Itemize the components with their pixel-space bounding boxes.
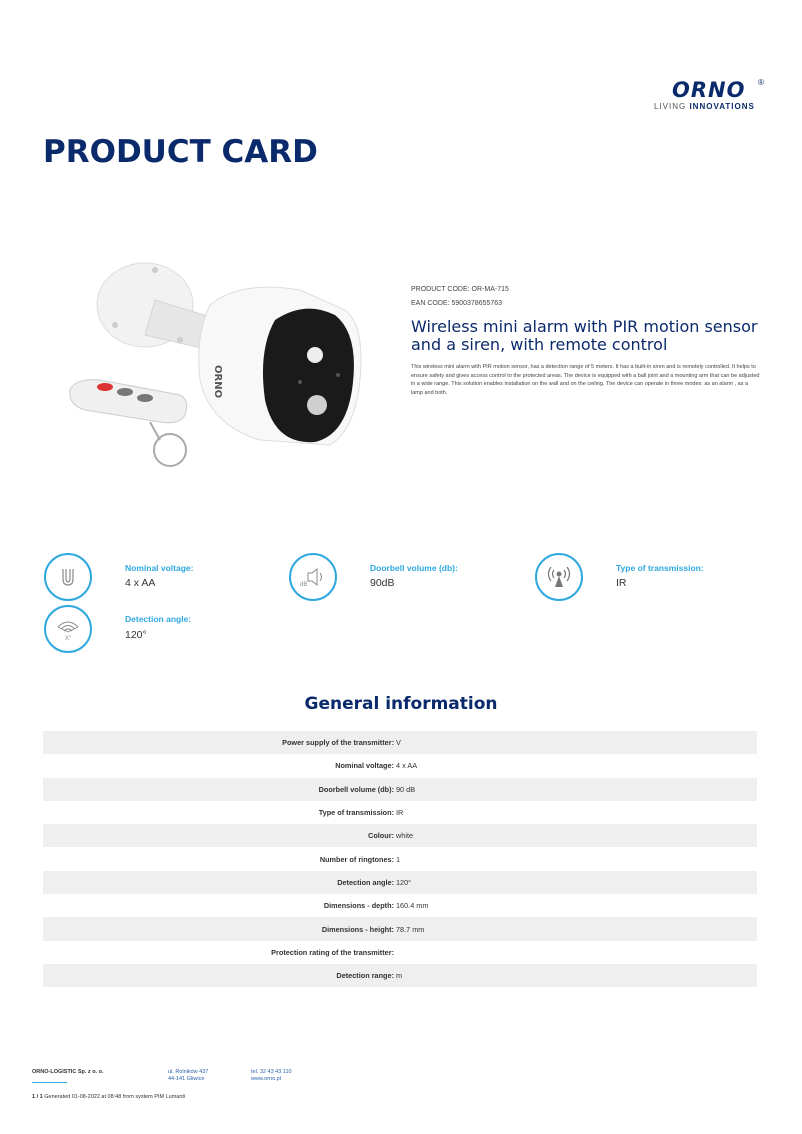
general-information-title: General information [304,694,498,714]
table-row: Type of transmission: IR [318,808,404,818]
footer-generated-note: 1 / 1 Generated 01-08-2022 at 08:48 from system PIM Lumanti [32,1094,186,1100]
feature-label: Doorbell volume (db): [370,563,458,573]
svg-text:X°: X° [65,636,72,641]
product-code: PRODUCT CODE: OR-MA-715 [411,286,509,293]
product-name: Wireless mini alarm with PIR motion sensor and a siren, with remote control [411,317,758,354]
table-row: Doorbell volume (db): 90 dB [43,778,757,801]
feature-label: Type of transmission: [616,563,704,573]
feature-label: Nominal voltage: [125,563,194,573]
logo-tagline: LIVING INNOVATIONS [654,102,755,111]
orno-logo [650,78,775,114]
table-row: Dimensions - depth: 160.4 mm [323,901,429,911]
table-row: Power supply of the transmitter: V [43,731,757,754]
table-row: Dimensions - height: 78.7 mm [43,917,757,940]
feature-value: IR [616,577,627,589]
logo-wordmark: ORNO [672,78,746,102]
feature-value: 120° [125,629,147,641]
device-brand-print: ORNO [212,365,223,399]
table-row: Colour: white [43,824,757,847]
table-row: Detection range: m [43,964,757,987]
ean-code: EAN CODE: 5900378655763 [411,300,503,307]
feature-label: Detection angle: [125,614,192,624]
product-photo [60,250,380,490]
page-title: PRODUCT CARD [43,134,318,170]
table-row: Protection rating of the transmitter: [271,947,394,957]
battery-icon [44,553,92,601]
footer-contact [251,1069,292,1083]
registered-mark: ® [758,78,764,87]
product-description: This wireless mini alarm with PIR motion sensor, has a detection range of 5 meters. It has a built-in siren and is remotely controlled. It helps to ensure safety and gives access control to the protected areas. The device is equipped with a ball joint and a mounting arm that can be adjusted in a wide range. This solution enables installation on the wall and on the ceiling. The device can operate in three modes: as an alarm , as a lamp and both. [411,364,760,396]
footer-phone: tel. 32 43 43 110 [251,1069,292,1075]
footer-divider [32,1082,67,1083]
wireless-signal-icon [535,553,583,601]
speaker-icon [289,553,337,601]
angle-icon [44,605,92,653]
svg-text:dB: dB [300,582,308,587]
table-row: Nominal voltage: 4 x AA [335,761,418,771]
feature-value: 90dB [370,577,395,589]
general-information-table [43,731,757,987]
footer-address: ul. Rolników 437 44-141 Gliwice [168,1069,209,1082]
footer-website-link[interactable]: www.orno.pl [251,1076,281,1082]
table-row: Number of ringtones: 1 [319,854,401,864]
feature-value: 4 x AA [125,577,156,589]
footer-company: ORNO-LOGISTIC Sp. z o. o. [32,1069,104,1075]
table-row: Detection angle: 120° [43,871,757,894]
